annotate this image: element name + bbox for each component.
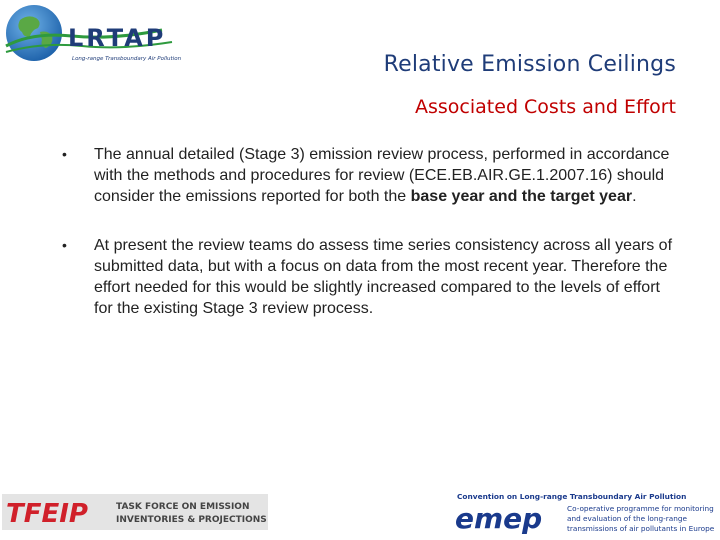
lrtap-tagline: Long-range Transboundary Air Pollution: [72, 56, 182, 62]
lrtap-wordmark: LRTAP: [68, 24, 167, 52]
bullet-item: [62, 235, 672, 319]
emep-line2: and evaluation of the long-range: [567, 514, 687, 523]
bullet-item: [62, 144, 672, 207]
bullet-emphasis: base year and the target year: [410, 188, 633, 205]
slide-title: Relative Emission Ceilings: [383, 52, 676, 77]
emep-wordmark: emep: [455, 502, 543, 535]
globe-icon: [6, 5, 62, 61]
bullet-list: [62, 144, 672, 347]
bullet-text: At present the review teams do assess time series consistency across all years of submitted data, but with a focus on data from the most recent year. Therefore the effort needed for this would be slightly increased compared to the levels of effort for the existing Stage 3 review process.: [94, 237, 673, 317]
tfeip-line1: TASK FORCE ON EMISSION: [116, 502, 250, 512]
tfeip-line2: INVENTORIES & PROJECTIONS: [116, 515, 267, 525]
emep-logo: [455, 490, 717, 536]
emep-heading: Convention on Long-range Transboundary Air Pollution: [457, 492, 687, 501]
lrtap-logo: [2, 2, 198, 64]
emep-line3: transmissions of air pollutants in Europe: [567, 524, 715, 533]
bullet-text: The annual detailed (Stage 3) emission review process, performed in accordance with the methods and procedures for review (ECE.EB.AIR.GE.1.2007.16) should consider the emissions reported for both the base year and the target year.: [94, 146, 670, 205]
tfeip-logo: [2, 494, 268, 530]
tfeip-wordmark: TFEIP: [6, 499, 88, 529]
bullet-marker: •: [62, 237, 67, 253]
slide-subtitle: Associated Costs and Effort: [415, 96, 676, 118]
bullet-marker: •: [62, 146, 67, 162]
emep-line1: Co-operative programme for monitoring: [567, 504, 714, 513]
